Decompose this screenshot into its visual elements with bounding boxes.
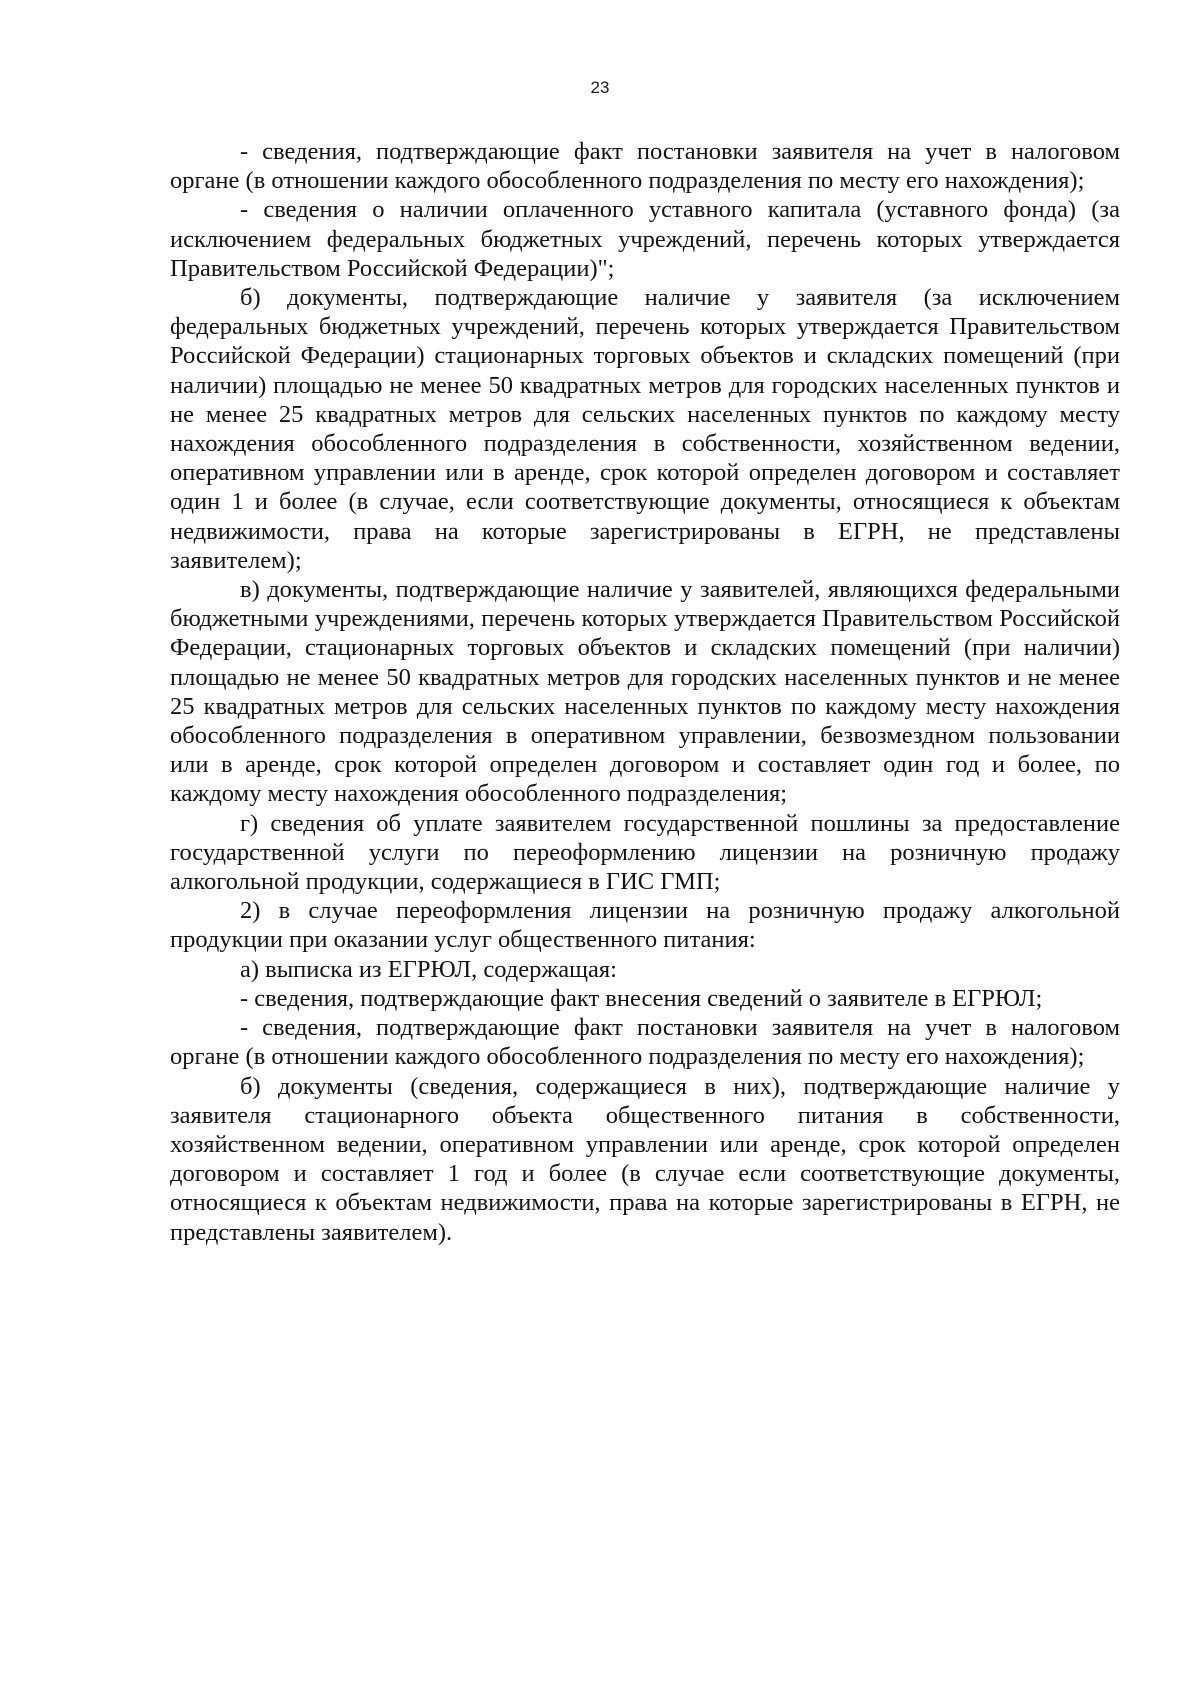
paragraph-g-state-fee: г) сведения об уплате заявителем государственной пошлины за предоставление государственной услуги по переоформлению лицензии на розничную продажу алкогольной продукции, содержащиеся в ГИС ГМП;	[170, 809, 1120, 896]
paragraph-tax-registration-info: - сведения, подтверждающие факт постановки заявителя на учет в налоговом органе (в отношении каждого обособленного подразделения по месту его нахождения);	[170, 138, 1120, 195]
paragraph-a-egrul-extract: а) выписка из ЕГРЮЛ, содержащая:	[240, 955, 617, 983]
document-body	[170, 137, 1120, 1247]
paragraph-egrul-entry-info: - сведения, подтверждающие факт внесения сведений о заявителе в ЕГРЮЛ;	[240, 984, 1043, 1012]
page-number: 23	[590, 78, 610, 97]
paragraph-b-catering-object: б) документы (сведения, содержащиеся в них), подтверждающие наличие у заявителя стационарного объекта общественного питания в собственности, хозяйственном ведении, оперативном управлении или аренде, срок которой определен договором и составляет 1 год и более (в случае если соответствующие документы, относящиеся к объектам недвижимости, права на которые зарегистрированы в ЕГРН, не представлены заявителем).	[170, 1072, 1120, 1246]
paragraph-charter-capital-info: - сведения о наличии оплаченного уставного капитала (уставного фонда) (за исключением федеральных бюджетных учреждений, перечень которых утверждается Правительством Российской Федерации)";	[170, 196, 1120, 282]
paragraph-tax-registration-info-2: - сведения, подтверждающие факт постановки заявителя на учет в налоговом органе (в отношении каждого обособленного подразделения по месту его нахождения);	[170, 1014, 1120, 1071]
paragraph-2-catering-license: 2) в случае переоформления лицензии на розничную продажу алкогольной продукции при оказании услуг общественного питания:	[170, 897, 1120, 954]
paragraph-b-trade-objects: б) документы, подтверждающие наличие у заявителя (за исключением федеральных бюджетных учреждений, перечень которых утверждается Правительством Российской Федерации) стационарных торговых объектов и складских помещений (при наличии) площадью не менее 50 квадратных метров для городских населенных пунктов и не менее 25 квадратных метров для сельских населенных пунктов по каждому месту нахождения обособленного подразделения в собственности, хозяйственном ведении, оперативном управлении или в аренде, срок которой определен договором и составляет один 1 и более (в случае, если соответствующие документы, относящиеся к объектам недвижимости, права на которые зарегистрированы в ЕГРН, не представлены заявителем);	[170, 284, 1120, 574]
paragraph-v-federal-institutions: в) документы, подтверждающие наличие у заявителей, являющихся федеральными бюджетными учреждениями, перечень которых утверждается Правительством Российской Федерации, стационарных торговых объектов и складских помещений (при наличии) площадью не менее 50 квадратных метров для городских населенных пунктов и не менее 25 квадратных метров для сельских населенных пунктов по каждому месту нахождения обособленного подразделения в оперативном управлении, безвозмездном пользовании или в аренде, срок которой определен договором и составляет один год и более, по каждому месту нахождения обособленного подразделения;	[170, 576, 1120, 808]
